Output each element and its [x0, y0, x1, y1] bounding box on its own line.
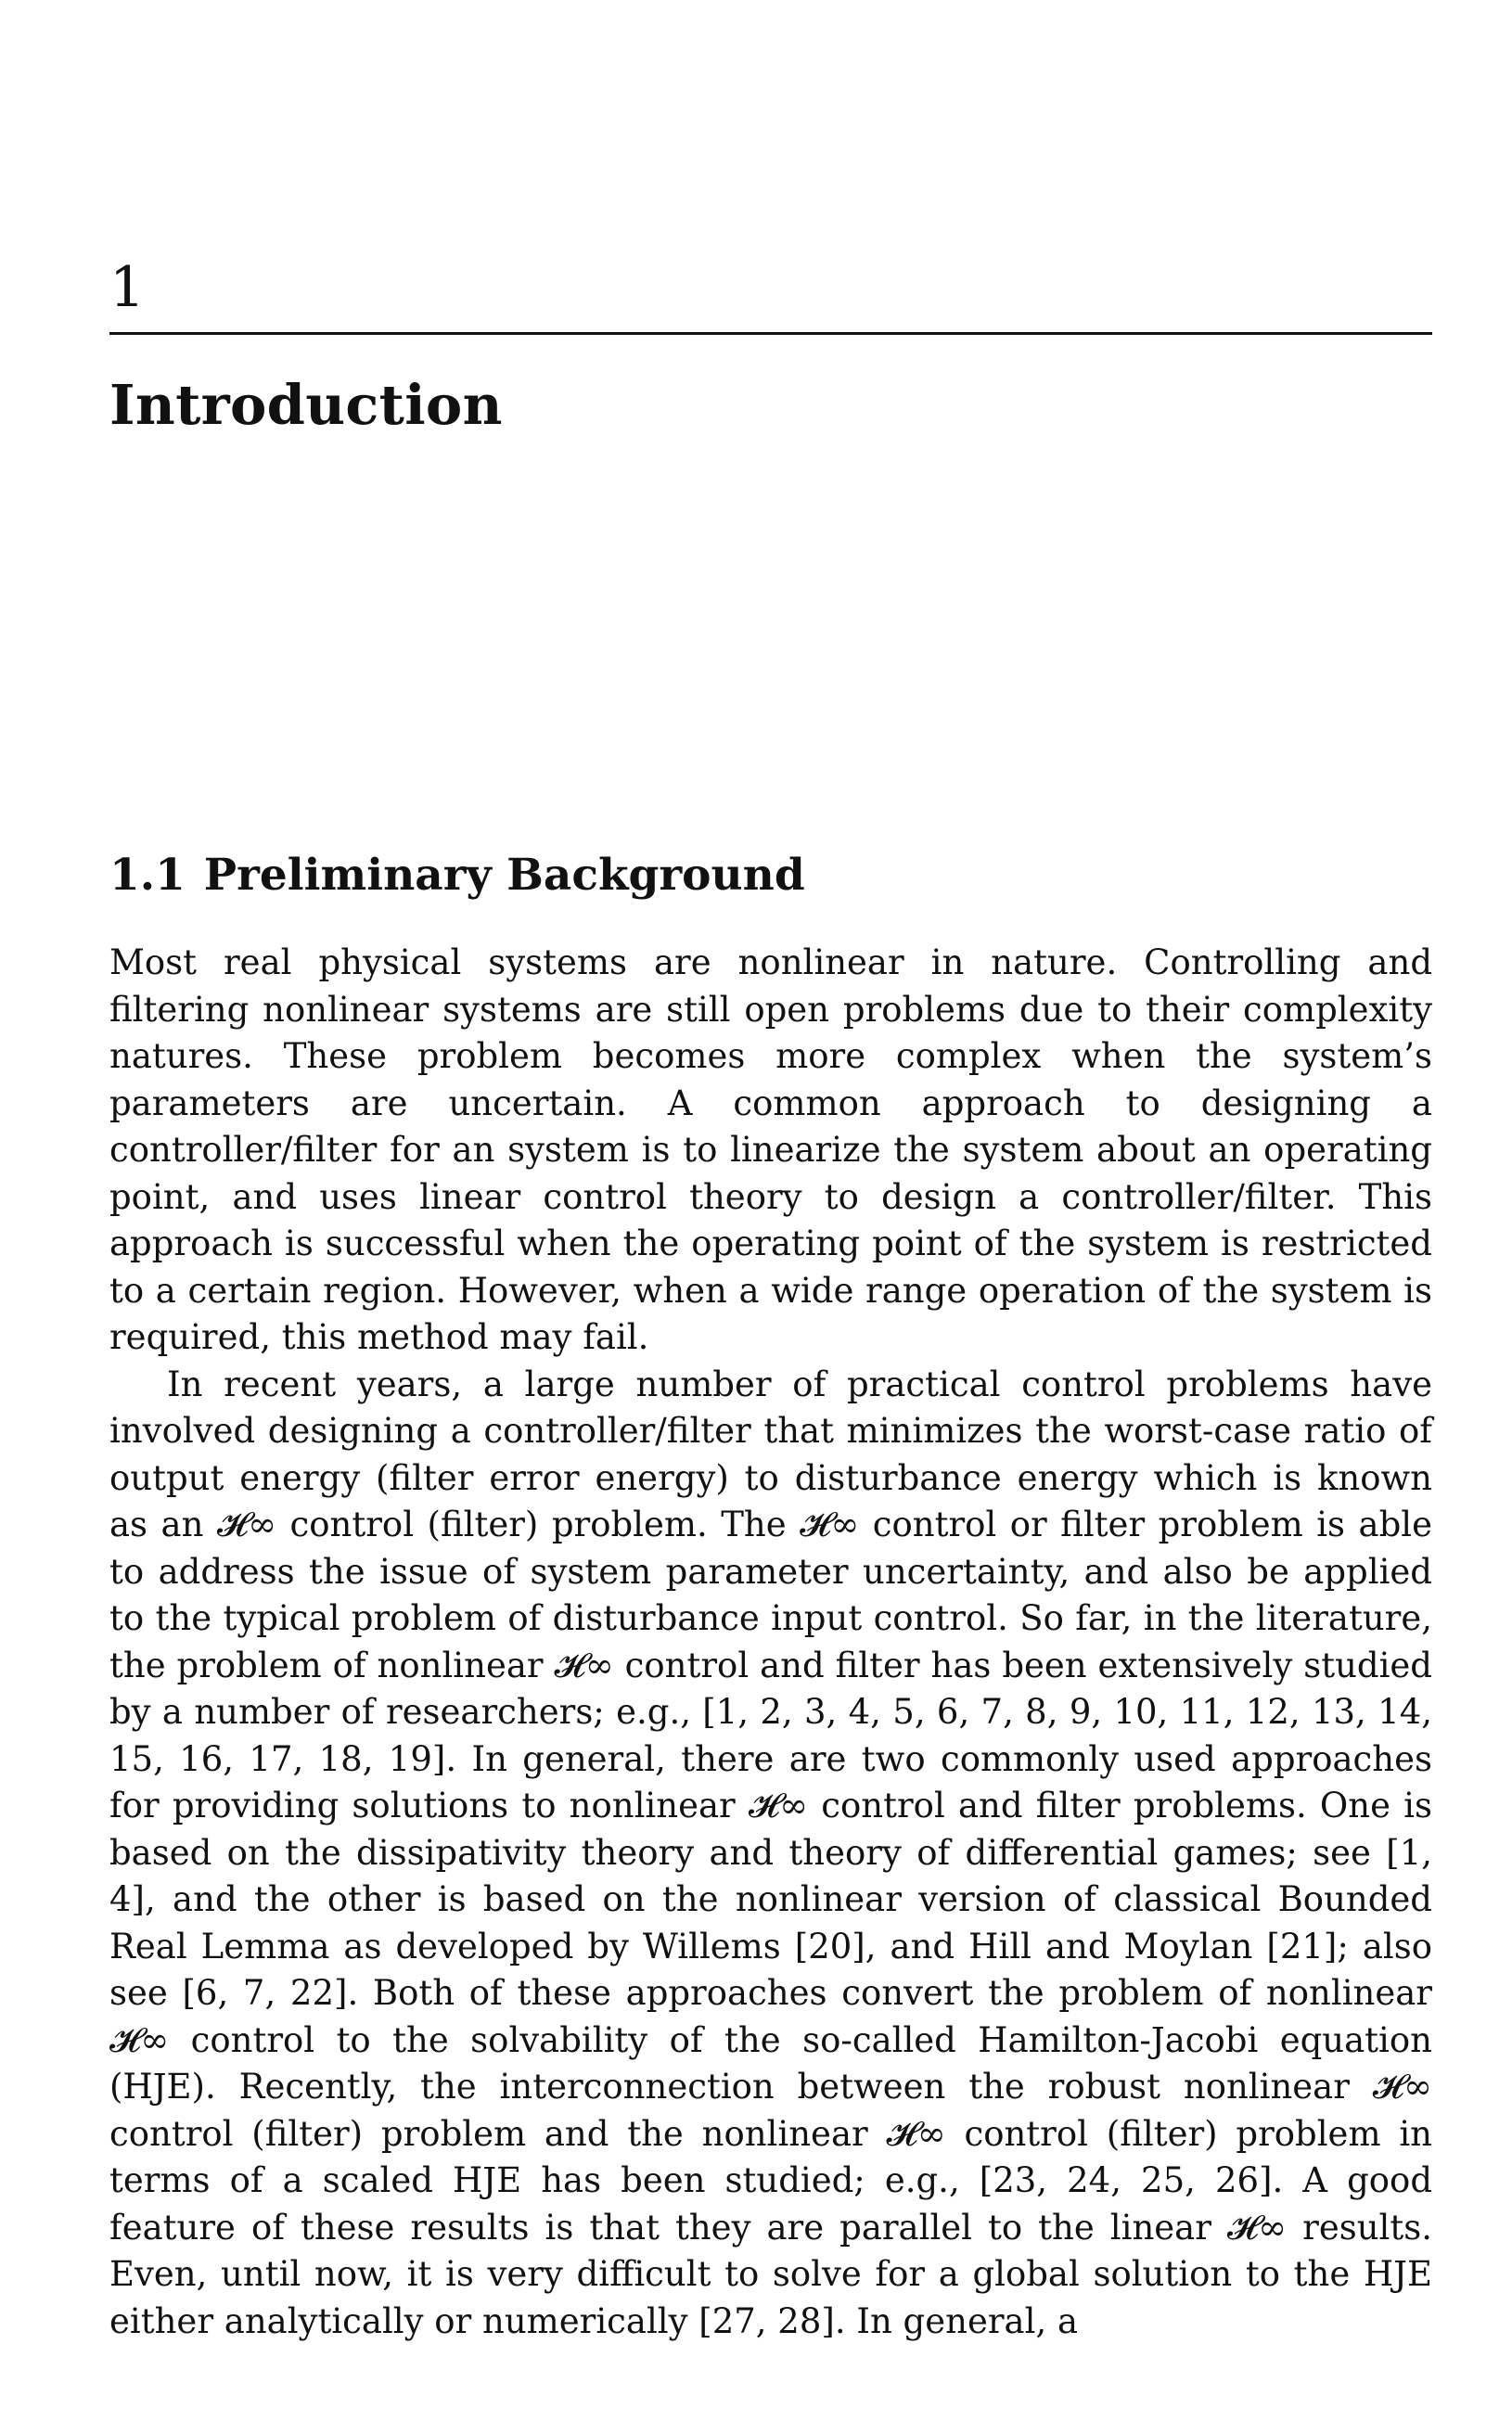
section-heading: [109, 852, 805, 900]
book-page: [109, 0, 1432, 2421]
paragraph-2: In recent years, a large number of practical control problems have involved designing a controller/filter that minimizes the worst-case ratio of output energy (filter error energy) to disturbance energy which is known as an 𝓗∞ control (filter) problem. The 𝓗∞ control or filter problem is able to address the issue of system parameter uncertainty, and also be applied to the typical problem of disturbance input control. So far, in the literature, the problem of nonlinear 𝓗∞ control and filter has been extensively studied by a number of researchers; e.g., [1, 2, 3, 4, 5, 6, 7, 8, 9, 10, 11, 12, 13, 14, 15, 16, 17, 18, 19]. In general, there are two commonly used approaches for providing solutions to nonlinear 𝓗∞ control and filter problems. One is based on the dissipativity theory and theory of differential games; see [1, 4], and the other is based on the nonlinear version of classical Bounded Real Lemma as developed by Willems [20], and Hill and Moylan [21]; also see [6, 7, 22]. Both of these approaches convert the problem of nonlinear 𝓗∞ control to the solvability of the so-called Hamilton-Jacobi equation (HJE). Recently, the interconnection between the robust nonlinear 𝓗∞ control (filter) problem and the nonlinear 𝓗∞ control (filter) problem in terms of a scaled HJE has been studied; e.g., [23, 24, 25, 26]. A good feature of these results is that they are parallel to the linear 𝓗∞ results. Even, until now, it is very difficult to solve for a global solution to the HJE either analytically or numerically [27, 28]. In general, a: [109, 1364, 1432, 2341]
section-number: 1.1: [109, 850, 186, 901]
chapter-title: Introduction: [109, 373, 503, 437]
chapter-divider: [109, 332, 1432, 335]
body-text: [109, 940, 1432, 2345]
paragraph-1: Most real physical systems are nonlinear in nature. Controlling and filtering nonlinear systems are still open problems due to their complexity natures. These problem becomes more complex when the system’s parameters are uncertain. A common approach to designing a controller/filter for an system is to linearize the system about an operating point, and uses linear control theory to design a controller/filter. This approach is successful when the operating point of the system is restricted to a certain region. However, when a wide range operation of the system is required, this method may fail.: [109, 942, 1432, 1357]
section-title: Preliminary Background: [203, 850, 805, 901]
chapter-number: 1: [109, 255, 146, 320]
